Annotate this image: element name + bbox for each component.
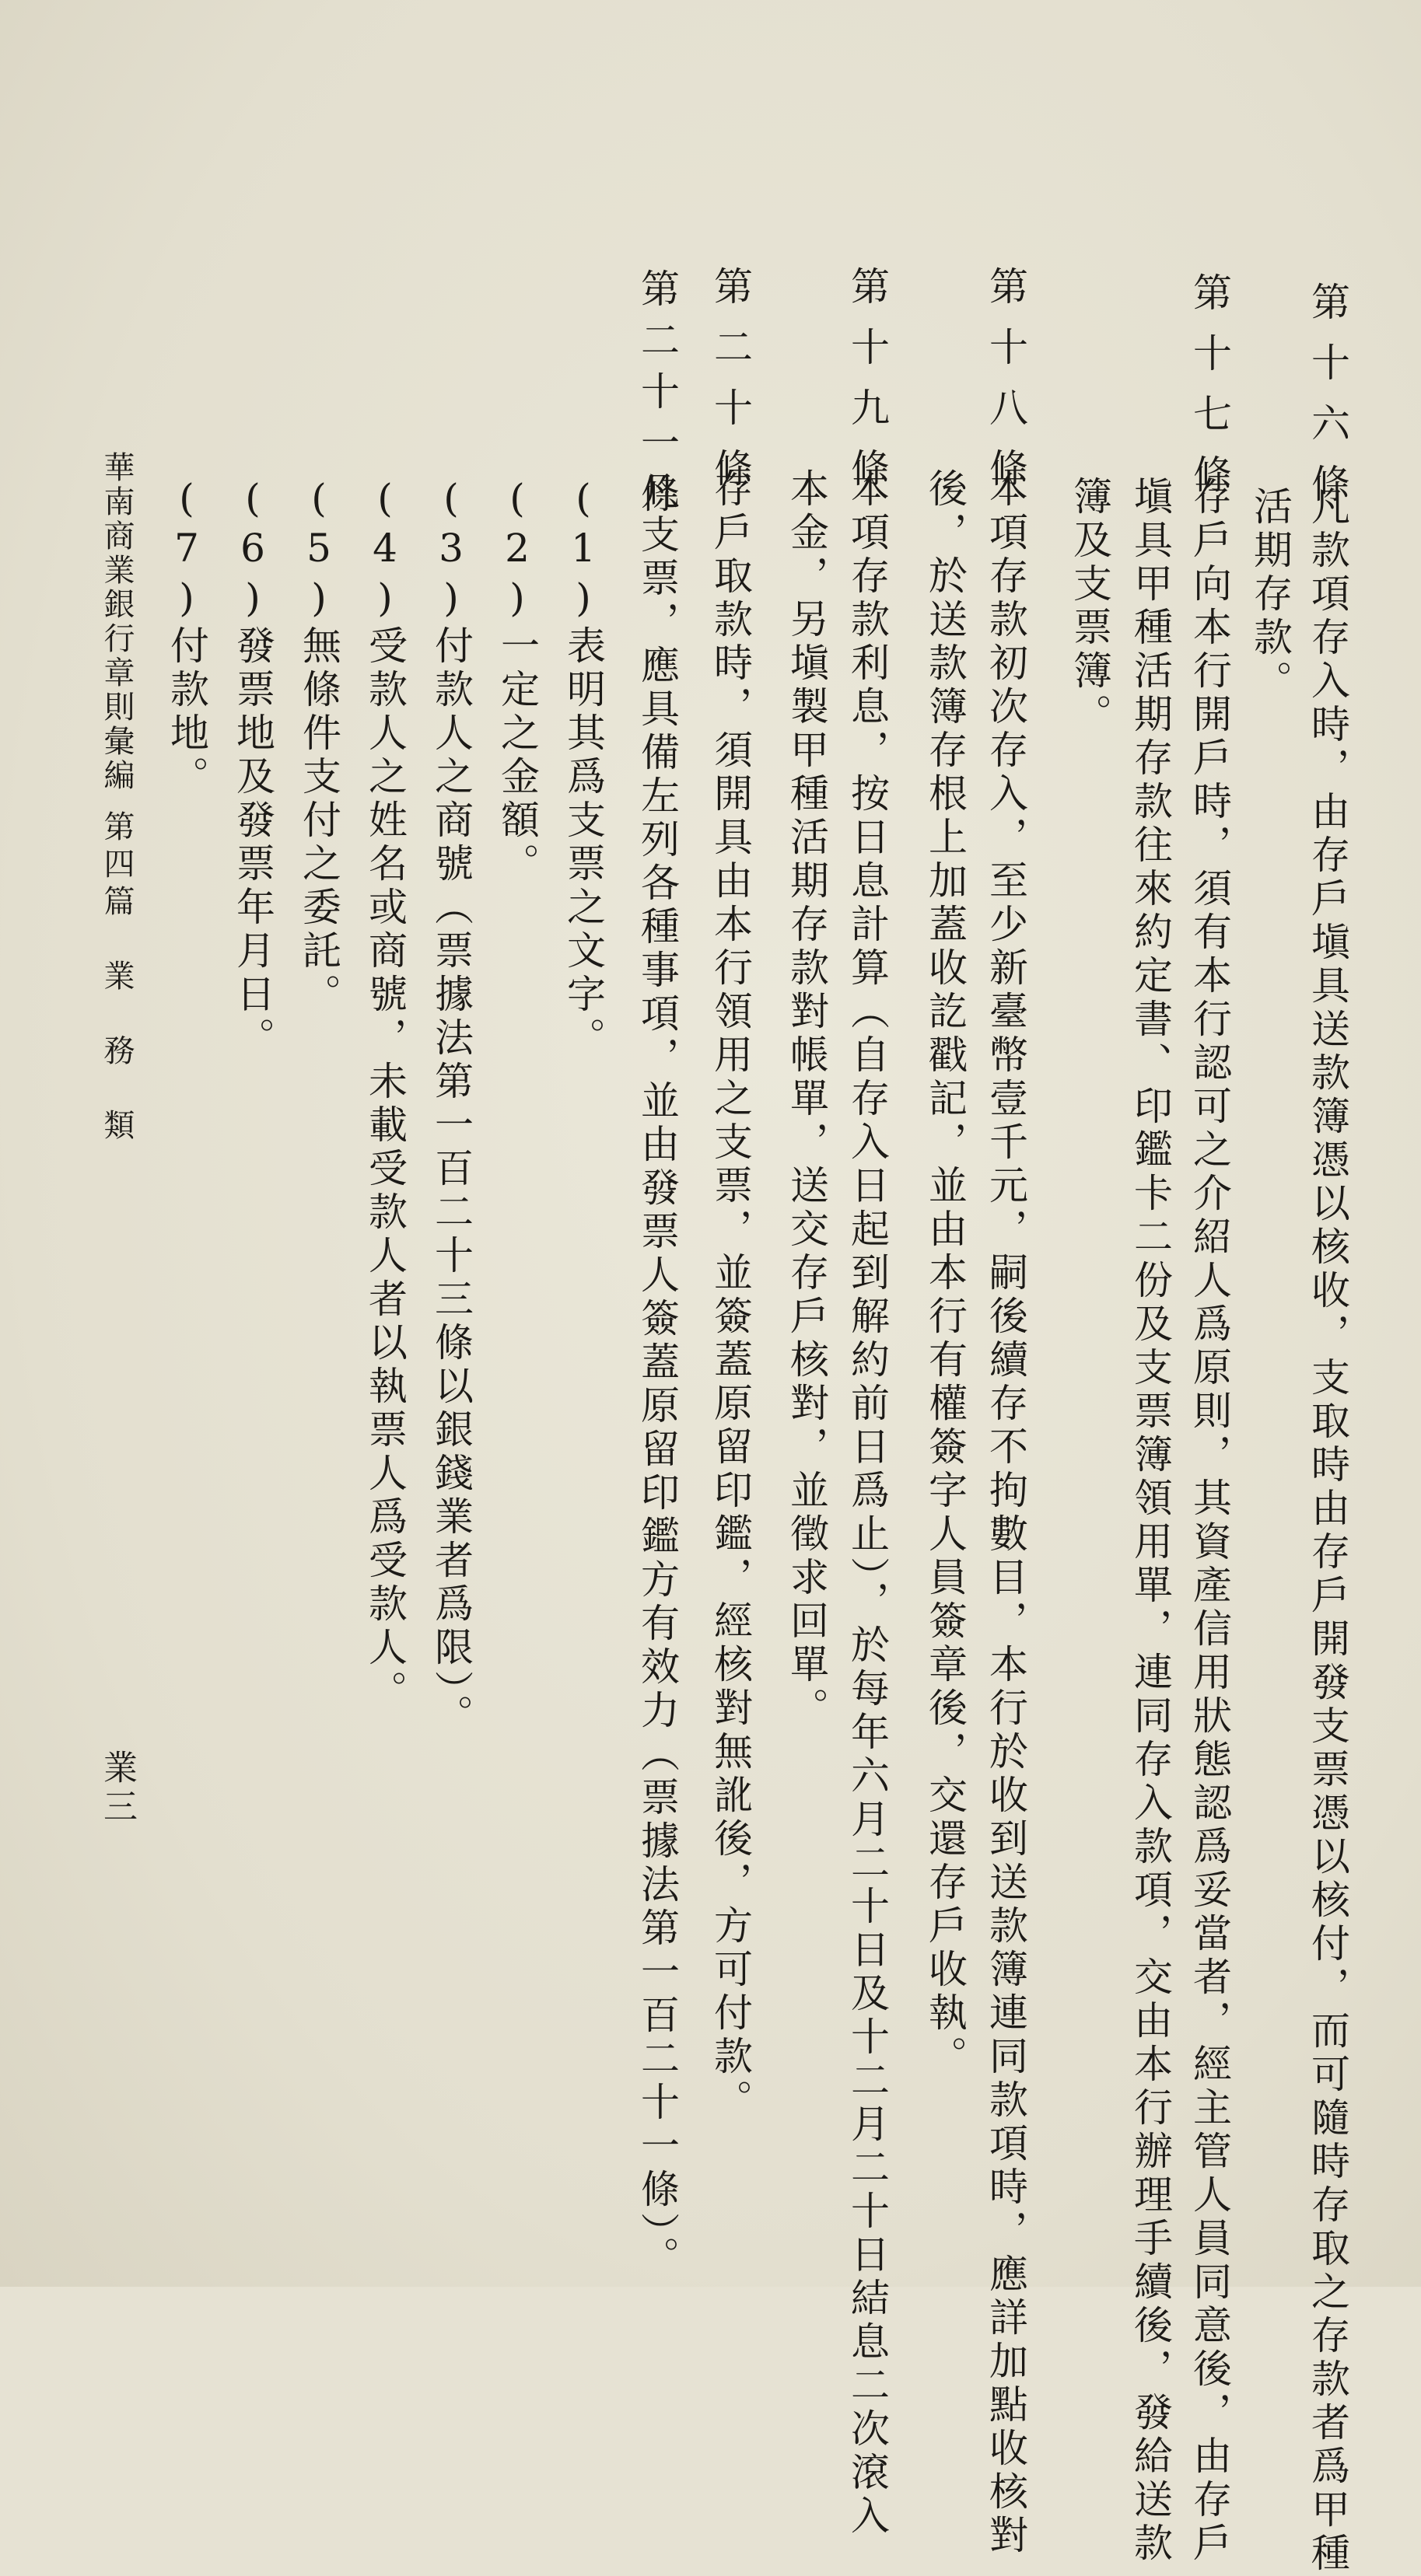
article-20-label: 第二十條 (708, 266, 753, 509)
article-19-text-2: 本金，另塡製甲種活期存款對帳單，送交存戶核對，並徵求回單。 (784, 468, 829, 1731)
section-title: 第四篇 業 務 類 (99, 810, 135, 1146)
article-16-text-2: 活期存款。 (1248, 486, 1293, 704)
article-16-text-1: 凡款項存入時，由存戶塡具送款簿憑以核收，支取時由存戶開發支票憑以核付，而可隨時存取之存款者爲甲種 (1305, 486, 1350, 2576)
article-19-label: 第十九條 (845, 266, 890, 509)
article-17-text-3: 簿及支票簿。 (1067, 476, 1112, 737)
article-17-text-2: 塡具甲種活期存款往來約定書、印鑑卡二份及支票簿領用單，連同存入款項，交由本行辦理手續後，發給送款 (1128, 476, 1173, 2566)
list-item: (6)發票地及發票年月日。 (230, 476, 275, 1061)
book-title: 華南商業銀行章則彙編 (99, 451, 135, 793)
article-18-label: 第十八條 (983, 266, 1028, 509)
article-21-label: 第二十一條 (635, 268, 680, 525)
page-number: 業三 (97, 1749, 137, 1827)
list-item: (2)一定之金額。 (495, 476, 540, 886)
list-item: (5)無條件支付之委託。 (296, 476, 341, 1017)
article-19-text-1: 本項存款利息，按日息計算（自存入日起到解約前日爲止），於每年六月二十日及十二月二十日結息二次滾入 (845, 468, 890, 2539)
list-item: (4)受款人之姓名或商號，未載受款人者以執票人爲受款人。 (362, 476, 408, 1714)
article-20-text-1: 存戶取款時，須開具由本行領用之支票，並簽蓋原留印鑑，經核對無訛後，方可付款。 (708, 468, 753, 2123)
article-18-text-2: 後，於送款簿存根上加蓋收訖戳記，並由本行有權簽字人員簽章後，交還存戶收執。 (922, 468, 968, 2079)
list-item: (7)付款地。 (164, 476, 209, 799)
list-item: (3)付款人之商號（票據法第一百二十三條以銀錢業者爲限）。 (429, 476, 474, 1738)
article-17-text-1: 存戶向本行開戶時，須有本行認可之介紹人爲原則，其資產信用狀態認爲妥當者，經主管人員同意後，由存戶 (1187, 476, 1232, 2566)
article-17-label: 第十七條 (1187, 272, 1232, 515)
article-18-text-1: 本項存款初次存入，至少新臺幣壹千元，嗣後續存不拘數目，本行於收到送款簿連同款項時，應詳加點收核對 (983, 468, 1028, 2558)
article-16-label: 第十六條 (1305, 281, 1350, 524)
article-21-text-1: 凡支票，應具備左列各種事項，並由發票人簽蓋原留印鑑方有效力（票據法第一百二十一條）。 (635, 470, 680, 2280)
list-item: (1)表明其爲支票之文字。 (561, 476, 606, 1061)
